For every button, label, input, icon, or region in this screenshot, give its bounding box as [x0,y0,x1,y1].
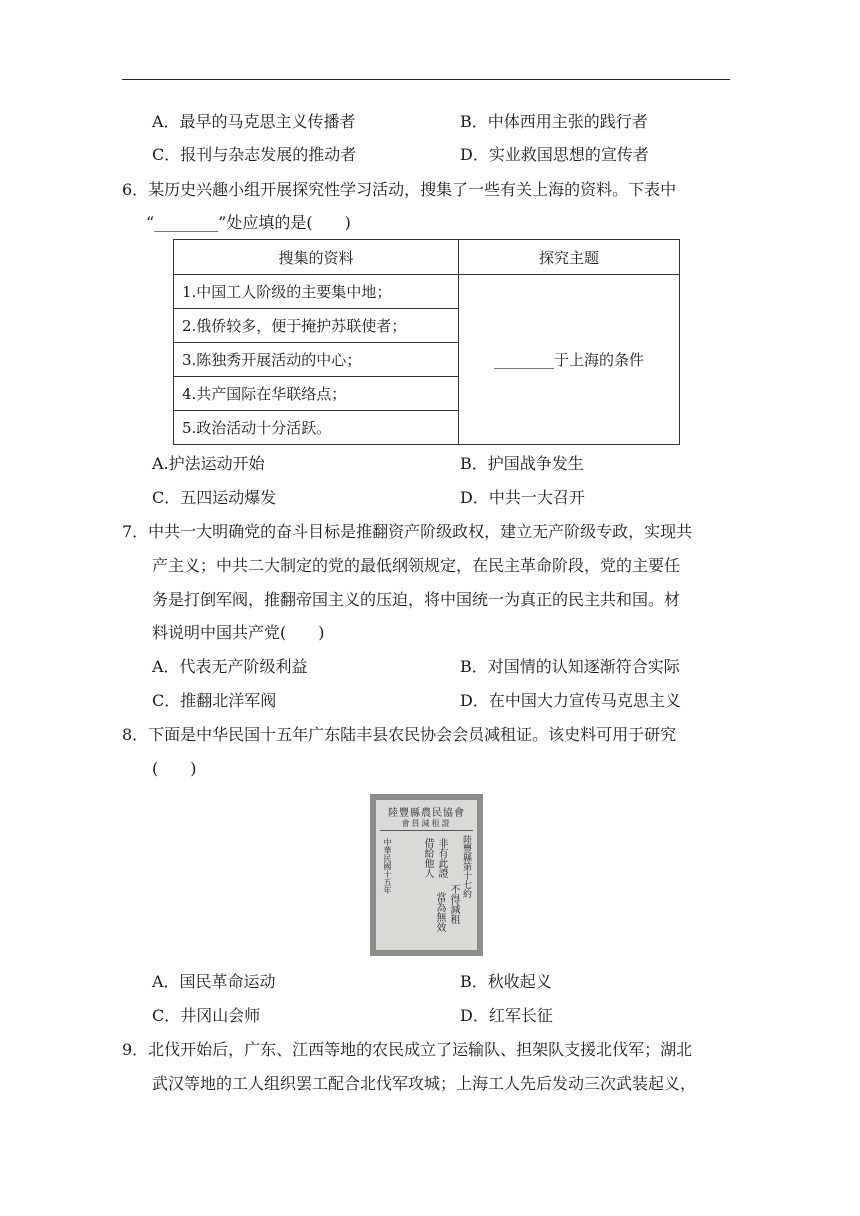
q7-stem-line1: 7．中共一大明确党的奋斗目标是推翻资产阶级政权，建立无产阶级专政，实现共 [122,522,693,541]
header-rule [122,79,730,80]
table-row: 2.俄侨较多，便于掩护苏联使者； [174,309,459,343]
q5-option-c[interactable]: C．报刊与杂志发展的推动者 [152,145,357,164]
q7-stem-line2: 产主义；中共二大制定的党的最低纲领规定，在民主革命阶段，党的主要任 [152,556,681,575]
q7-option-a[interactable]: A．代表无产阶级利益 [152,657,308,676]
certificate-col2: 非有此證 [436,838,447,878]
table-topic-cell: ________于上海的条件 [459,275,680,445]
q6-stem-line2: “________”处应填的是( ) [146,213,351,232]
certificate-subheader: 會員減租證 [401,819,452,828]
q7-stem-line4: 料说明中国共产党( ) [152,623,325,642]
certificate-header: 陸豐縣農民協會 [388,808,465,819]
table-row: 4.共产国际在华联络点； [174,377,459,411]
certificate-col5: 當為無效 [434,892,445,932]
q5-option-a[interactable]: A．最早的马克思主义传播者 [152,112,356,131]
q8-option-c[interactable]: C．井冈山会师 [152,1006,261,1025]
q7-stem-line3: 务是打倒军阀，推翻帝国主义的压迫，将中国统一为真正的民主共和国。材 [152,590,681,609]
q8-stem-line2: ( ) [152,759,197,778]
q7-option-b[interactable]: B．对国情的认知逐渐符合实际 [460,657,680,676]
table-header-left: 搜集的资料 [174,240,459,275]
q8-option-a[interactable]: A．国民革命运动 [152,972,276,991]
q7-option-d[interactable]: D．在中国大力宣传马克思主义 [460,691,681,710]
certificate-col1: 陸豐縣第十七約 [461,835,471,898]
q6-source-table [173,239,680,445]
q8-option-b[interactable]: B．秋收起义 [460,972,552,991]
table-header-right: 探究主题 [459,240,680,275]
q6-stem-line1: 6．某历史兴趣小组开展探究性学习活动，搜集了一些有关上海的资料。下表中 [122,180,677,199]
certificate-divider [380,830,473,831]
q6-option-d[interactable]: D．中共一大召开 [460,488,585,507]
table-row: 3.陈独秀开展活动的中心； [174,343,459,377]
q6-option-b[interactable]: B．护国战争发生 [460,454,584,473]
certificate-col3: 借給他人 [422,838,433,878]
q5-option-d[interactable]: D．实业救国思想的宣传者 [460,145,649,164]
rent-reduction-certificate-image [370,794,483,956]
q8-stem-line1: 8．下面是中华民国十五年广东陆丰县农民协会会员减租证。该史料可用于研究 [122,725,677,744]
certificate-col4: 不得減租 [448,884,459,924]
table-row: 1.中国工人阶级的主要集中地； [174,275,459,309]
q9-stem-line2: 武汉等地的工人组织罢工配合北伐军攻城；上海工人先后发动三次武装起义， [152,1074,697,1093]
q5-option-b[interactable]: B．中体西用主张的践行者 [460,112,648,131]
certificate-paper [376,800,477,950]
certificate-col6: 中華民國十五年 [383,838,392,894]
q7-option-c[interactable]: C．推翻北洋军阀 [152,691,277,710]
table-row: 5.政治活动十分活跃。 [174,411,459,445]
q6-option-c[interactable]: C．五四运动爆发 [152,488,277,507]
q6-option-a[interactable]: A.护法运动开始 [152,454,265,473]
q9-stem-line1: 9．北伐开始后，广东、江西等地的农民成立了运输队、担架队支援北伐军；湖北 [122,1040,693,1059]
q8-option-d[interactable]: D．红军长征 [460,1006,553,1025]
